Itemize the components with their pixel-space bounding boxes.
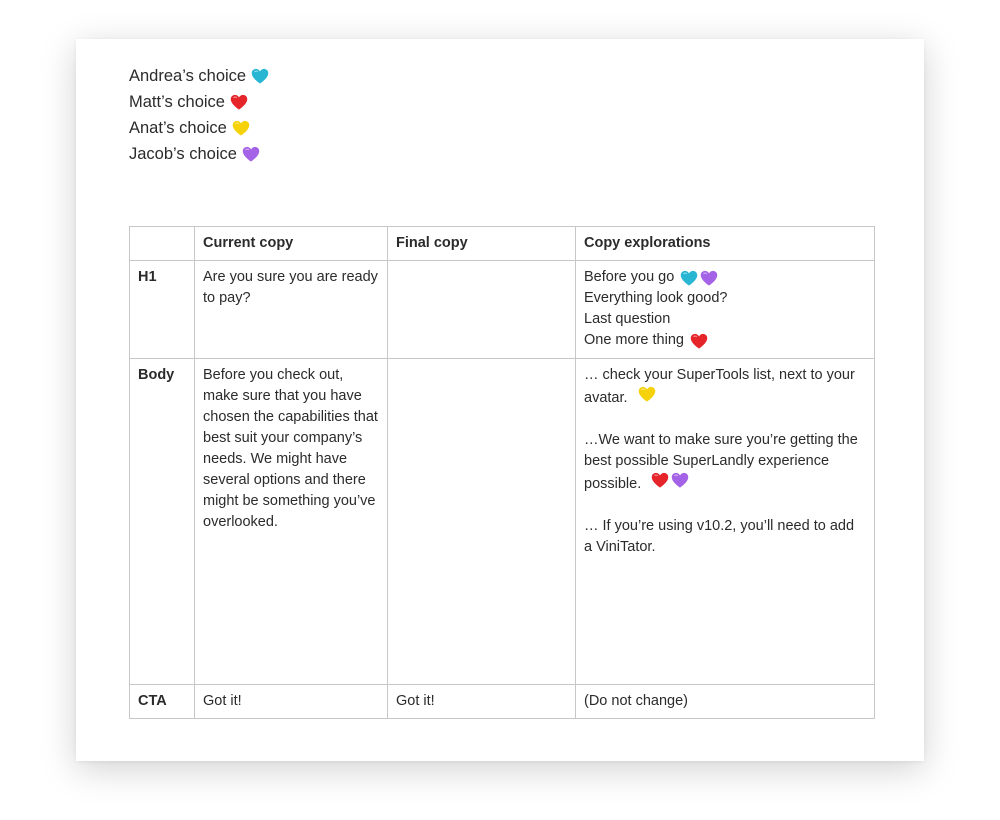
document-page (76, 39, 924, 761)
heart-icon (232, 120, 250, 136)
exploration-text: …We want to make sure you’re getting the best possible SuperLandly experience possible. (584, 432, 858, 492)
legend-label: Anat’s choice (129, 119, 227, 137)
exploration-item (584, 430, 866, 495)
table-header-row (130, 227, 875, 261)
heart-icon (690, 333, 708, 349)
header-current-copy: Current copy (195, 227, 388, 261)
heart-icon (230, 94, 248, 110)
header-final-copy: Final copy (388, 227, 576, 261)
legend-item-jacob (129, 141, 269, 167)
row-label-h1: H1 (130, 261, 195, 359)
header-cell-empty (130, 227, 195, 261)
legend-label: Matt’s choice (129, 93, 225, 111)
row-label-body: Body (130, 359, 195, 685)
heart-icon (680, 270, 698, 286)
legend-label: Andrea’s choice (129, 67, 247, 85)
exploration-item (584, 288, 866, 309)
heart-icon (700, 270, 718, 286)
table-row-h1 (130, 261, 875, 359)
heart-icon (242, 146, 260, 162)
exploration-item (584, 365, 866, 409)
row-label-cta: CTA (130, 685, 195, 719)
exploration-text: Before you go (584, 269, 675, 285)
legend-item-matt (129, 89, 269, 115)
heart-icon (671, 472, 689, 488)
body-current-copy[interactable]: Before you check out, make sure that you have chosen the capabilities that best suit your company’s needs. We might have several options and there might be something you’ve overlooked. (195, 359, 388, 685)
exploration-text: Last question (584, 311, 671, 327)
exploration-hearts (688, 333, 708, 349)
body-final-copy[interactable] (388, 359, 576, 685)
legend-item-anat (129, 115, 269, 141)
exploration-hearts (678, 270, 718, 286)
legend-item-andrea (129, 63, 269, 89)
exploration-hearts (649, 472, 689, 488)
h1-current-copy[interactable]: Are you sure you are ready to pay? (195, 261, 388, 359)
h1-explorations[interactable] (576, 261, 875, 359)
exploration-item (584, 516, 866, 558)
h1-final-copy[interactable] (388, 261, 576, 359)
header-copy-explorations: Copy explorations (576, 227, 875, 261)
cta-explorations[interactable]: (Do not change) (576, 685, 875, 719)
heart-icon (251, 68, 269, 84)
exploration-item (584, 309, 866, 330)
heart-icon (638, 386, 656, 402)
exploration-item (584, 330, 866, 351)
body-explorations[interactable] (576, 359, 875, 685)
legend-label: Jacob’s choice (129, 145, 237, 163)
exploration-text: One more thing (584, 332, 684, 348)
cta-final-copy[interactable]: Got it! (388, 685, 576, 719)
copy-table (129, 226, 875, 719)
cta-current-copy[interactable]: Got it! (195, 685, 388, 719)
heart-icon (651, 472, 669, 488)
table-row-body (130, 359, 875, 685)
exploration-text: Everything look good? (584, 290, 728, 306)
exploration-item (584, 267, 866, 288)
exploration-text: … check your SuperTools list, next to your avatar. (584, 367, 855, 406)
exploration-hearts (636, 386, 656, 402)
choice-legend (129, 63, 269, 167)
table-row-cta (130, 685, 875, 719)
exploration-text: … If you’re using v10.2, you’ll need to add a ViniTator. (584, 518, 855, 555)
